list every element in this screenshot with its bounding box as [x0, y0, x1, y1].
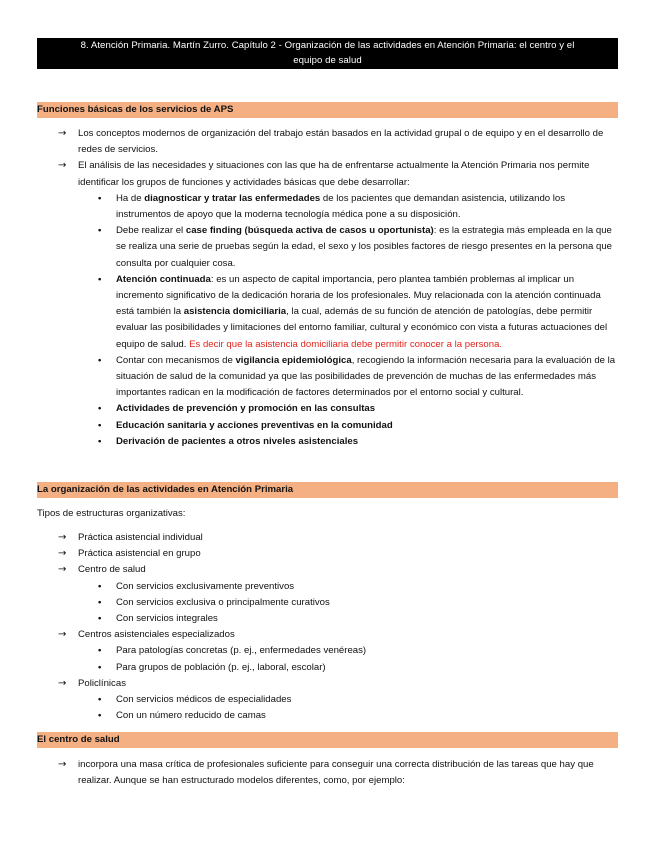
bullet-icon: • — [98, 661, 102, 673]
list-item — [58, 126, 620, 158]
highlight-note: Es decir que la asistencia domiciliaria debe permitir conocer a la persona. — [189, 338, 503, 350]
bold-run: vigilancia epidemiológica — [235, 354, 352, 366]
bullet-text: Para grupos de población (p. ej., laboral, escolar) — [116, 661, 326, 673]
arrow-icon: → — [58, 532, 67, 543]
bullet-icon: • — [98, 580, 102, 592]
text-run: : es un aspecto de capital importancia, pero plantea también problemas al implicar un incremento significativo de la dedicación horaria de los profesionales. Muy relacionada con la atención continuada está también la — [116, 273, 601, 318]
list-item — [58, 158, 620, 190]
section-title-funciones: Funciones básicas de los servicios de APS — [37, 102, 618, 118]
bullet-icon: • — [98, 645, 102, 657]
bullet-text: Para patologías concretas (p. ej., enfermedades venéreas) — [116, 645, 367, 657]
bold-run: Actividades de prevención y promoción en las consultas — [116, 403, 376, 415]
section-2-intro: Tipos de estructuras organizativas: — [37, 508, 186, 519]
text-run: : es la estrategia más empleada en la que se realiza una serie de pruebas según la edad, el sexo y los posibles factores de riesgo presentes en la persona que consulta por cualquier cosa. — [116, 225, 612, 269]
list-item — [58, 530, 620, 546]
list-item-text: Práctica asistencial en grupo — [78, 548, 201, 560]
arrow-icon: → — [58, 759, 67, 770]
bullet-item — [96, 660, 620, 676]
text-run: Contar con mecanismos de — [116, 354, 236, 366]
bullet-item — [96, 708, 620, 724]
list-item — [58, 627, 620, 643]
bullet-item — [96, 272, 620, 353]
bullet-text: Con servicios exclusiva o principalmente curativos — [116, 596, 330, 608]
list-item-text: Policlínicas — [78, 677, 126, 689]
bullet-text: Con servicios médicos de especialidades — [116, 694, 292, 706]
bullet-item — [96, 353, 620, 402]
bullet-icon: • — [98, 273, 102, 285]
bullet-icon: • — [98, 225, 102, 237]
sub-list — [58, 692, 620, 724]
bullet-icon: • — [98, 419, 102, 431]
sub-list — [58, 643, 620, 675]
list-item — [58, 757, 620, 789]
bullet-item — [96, 191, 620, 223]
bullet-icon: • — [98, 694, 102, 706]
arrow-icon: → — [58, 160, 67, 172]
bullet-item — [96, 579, 620, 595]
bullet-icon: • — [98, 613, 102, 625]
sub-list — [58, 579, 620, 628]
bullet-text: Con servicios integrales — [116, 613, 218, 625]
list-item-text: incorpora una masa crítica de profesionales suficiente para conseguir una correcta distribución de las tareas que hay que realizar. Aunque se han estructurado modelos diferentes, como, por ejemplo: — [78, 759, 594, 787]
bullet-item — [96, 643, 620, 659]
bullet-item — [96, 418, 620, 434]
section-2-list — [58, 530, 620, 724]
text-run: , recogiendo la información necesaria para la evaluación de la situación de salud de la comunidad ya que las posibilidades de prevención de muchas de las enfermedades más importantes radican en la modificación de factores determinados por el entorno social y cultural. — [116, 354, 616, 399]
arrow-icon: → — [58, 128, 67, 139]
list-item-text: El análisis de las necesidades y situaciones con las que ha de enfrentarse actualmente la Atención Primaria nos permite identificar los grupos de funciones y actividades básicas que debe desarrollar: — [78, 160, 590, 188]
header-line-2: equipo de salud — [293, 55, 362, 66]
arrow-icon: → — [58, 629, 67, 641]
bullet-text: Con servicios exclusivamente preventivos — [116, 580, 295, 592]
text-run: , la cual, además de su función de atención de patologías, debe permitir evaluar las posibilidades y limitaciones del entorno familiar, cultural y económico con vista a futuras actuaciones del equipo de salud. — [116, 306, 608, 350]
list-item — [58, 676, 620, 692]
bold-run: Derivación de pacientes a otros niveles asistenciales — [116, 435, 359, 447]
bullet-icon: • — [98, 710, 102, 722]
list-item-text: Los conceptos modernos de organización del trabajo están basados en la actividad grupal o de equipo y en el desarrollo de redes de servicios. — [78, 128, 604, 156]
bullet-item — [96, 401, 620, 417]
bullet-icon: • — [98, 596, 102, 608]
text-run: Ha de — [116, 192, 145, 204]
list-item — [58, 562, 620, 578]
bullet-item — [96, 595, 620, 611]
bold-run: Educación sanitaria y acciones preventivas en la comunidad — [116, 419, 393, 431]
bullet-icon: • — [98, 354, 102, 366]
arrow-icon: → — [58, 677, 67, 689]
section-3-list — [58, 757, 620, 789]
arrow-icon: → — [58, 564, 67, 576]
document-header-banner — [37, 38, 618, 69]
bullet-item — [96, 692, 620, 708]
bold-run: asistencia domiciliaria — [183, 306, 287, 318]
bold-run: Atención continuada — [116, 273, 211, 285]
bullet-icon: • — [98, 435, 102, 447]
bullet-item — [96, 434, 620, 450]
sub-list — [58, 191, 620, 450]
bullet-item — [96, 611, 620, 627]
list-item-text: Centros asistenciales especializados — [78, 629, 235, 641]
section-1-list — [58, 126, 620, 450]
bullet-icon: • — [98, 403, 102, 415]
list-item-text: Práctica asistencial individual — [78, 532, 203, 543]
bullet-item — [96, 223, 620, 272]
section-title-organizacion: La organización de las actividades en Atención Primaria — [37, 482, 618, 498]
bullet-icon: • — [98, 192, 102, 204]
arrow-icon: → — [58, 548, 67, 560]
bold-run: diagnosticar y tratar las enfermedades — [144, 192, 321, 204]
bullet-text: Con un número reducido de camas — [116, 710, 266, 722]
header-line-1: 8. Atención Primaria. Martín Zurro. Capítulo 2 - Organización de las actividades en Atención Primaria: el centro y el — [80, 40, 575, 51]
text-run: de los pacientes que demandan asistencia, utilizando los instrumentos de apoyo que la moderna tecnología médica pone a su disposición. — [116, 192, 566, 221]
section-title-centro-de-salud: El centro de salud — [37, 732, 618, 748]
list-item-text: Centro de salud — [78, 564, 146, 576]
text-run: Debe realizar el — [116, 225, 186, 237]
list-item — [58, 546, 620, 562]
bold-run: case finding (búsqueda activa de casos u oportunista) — [185, 225, 434, 237]
